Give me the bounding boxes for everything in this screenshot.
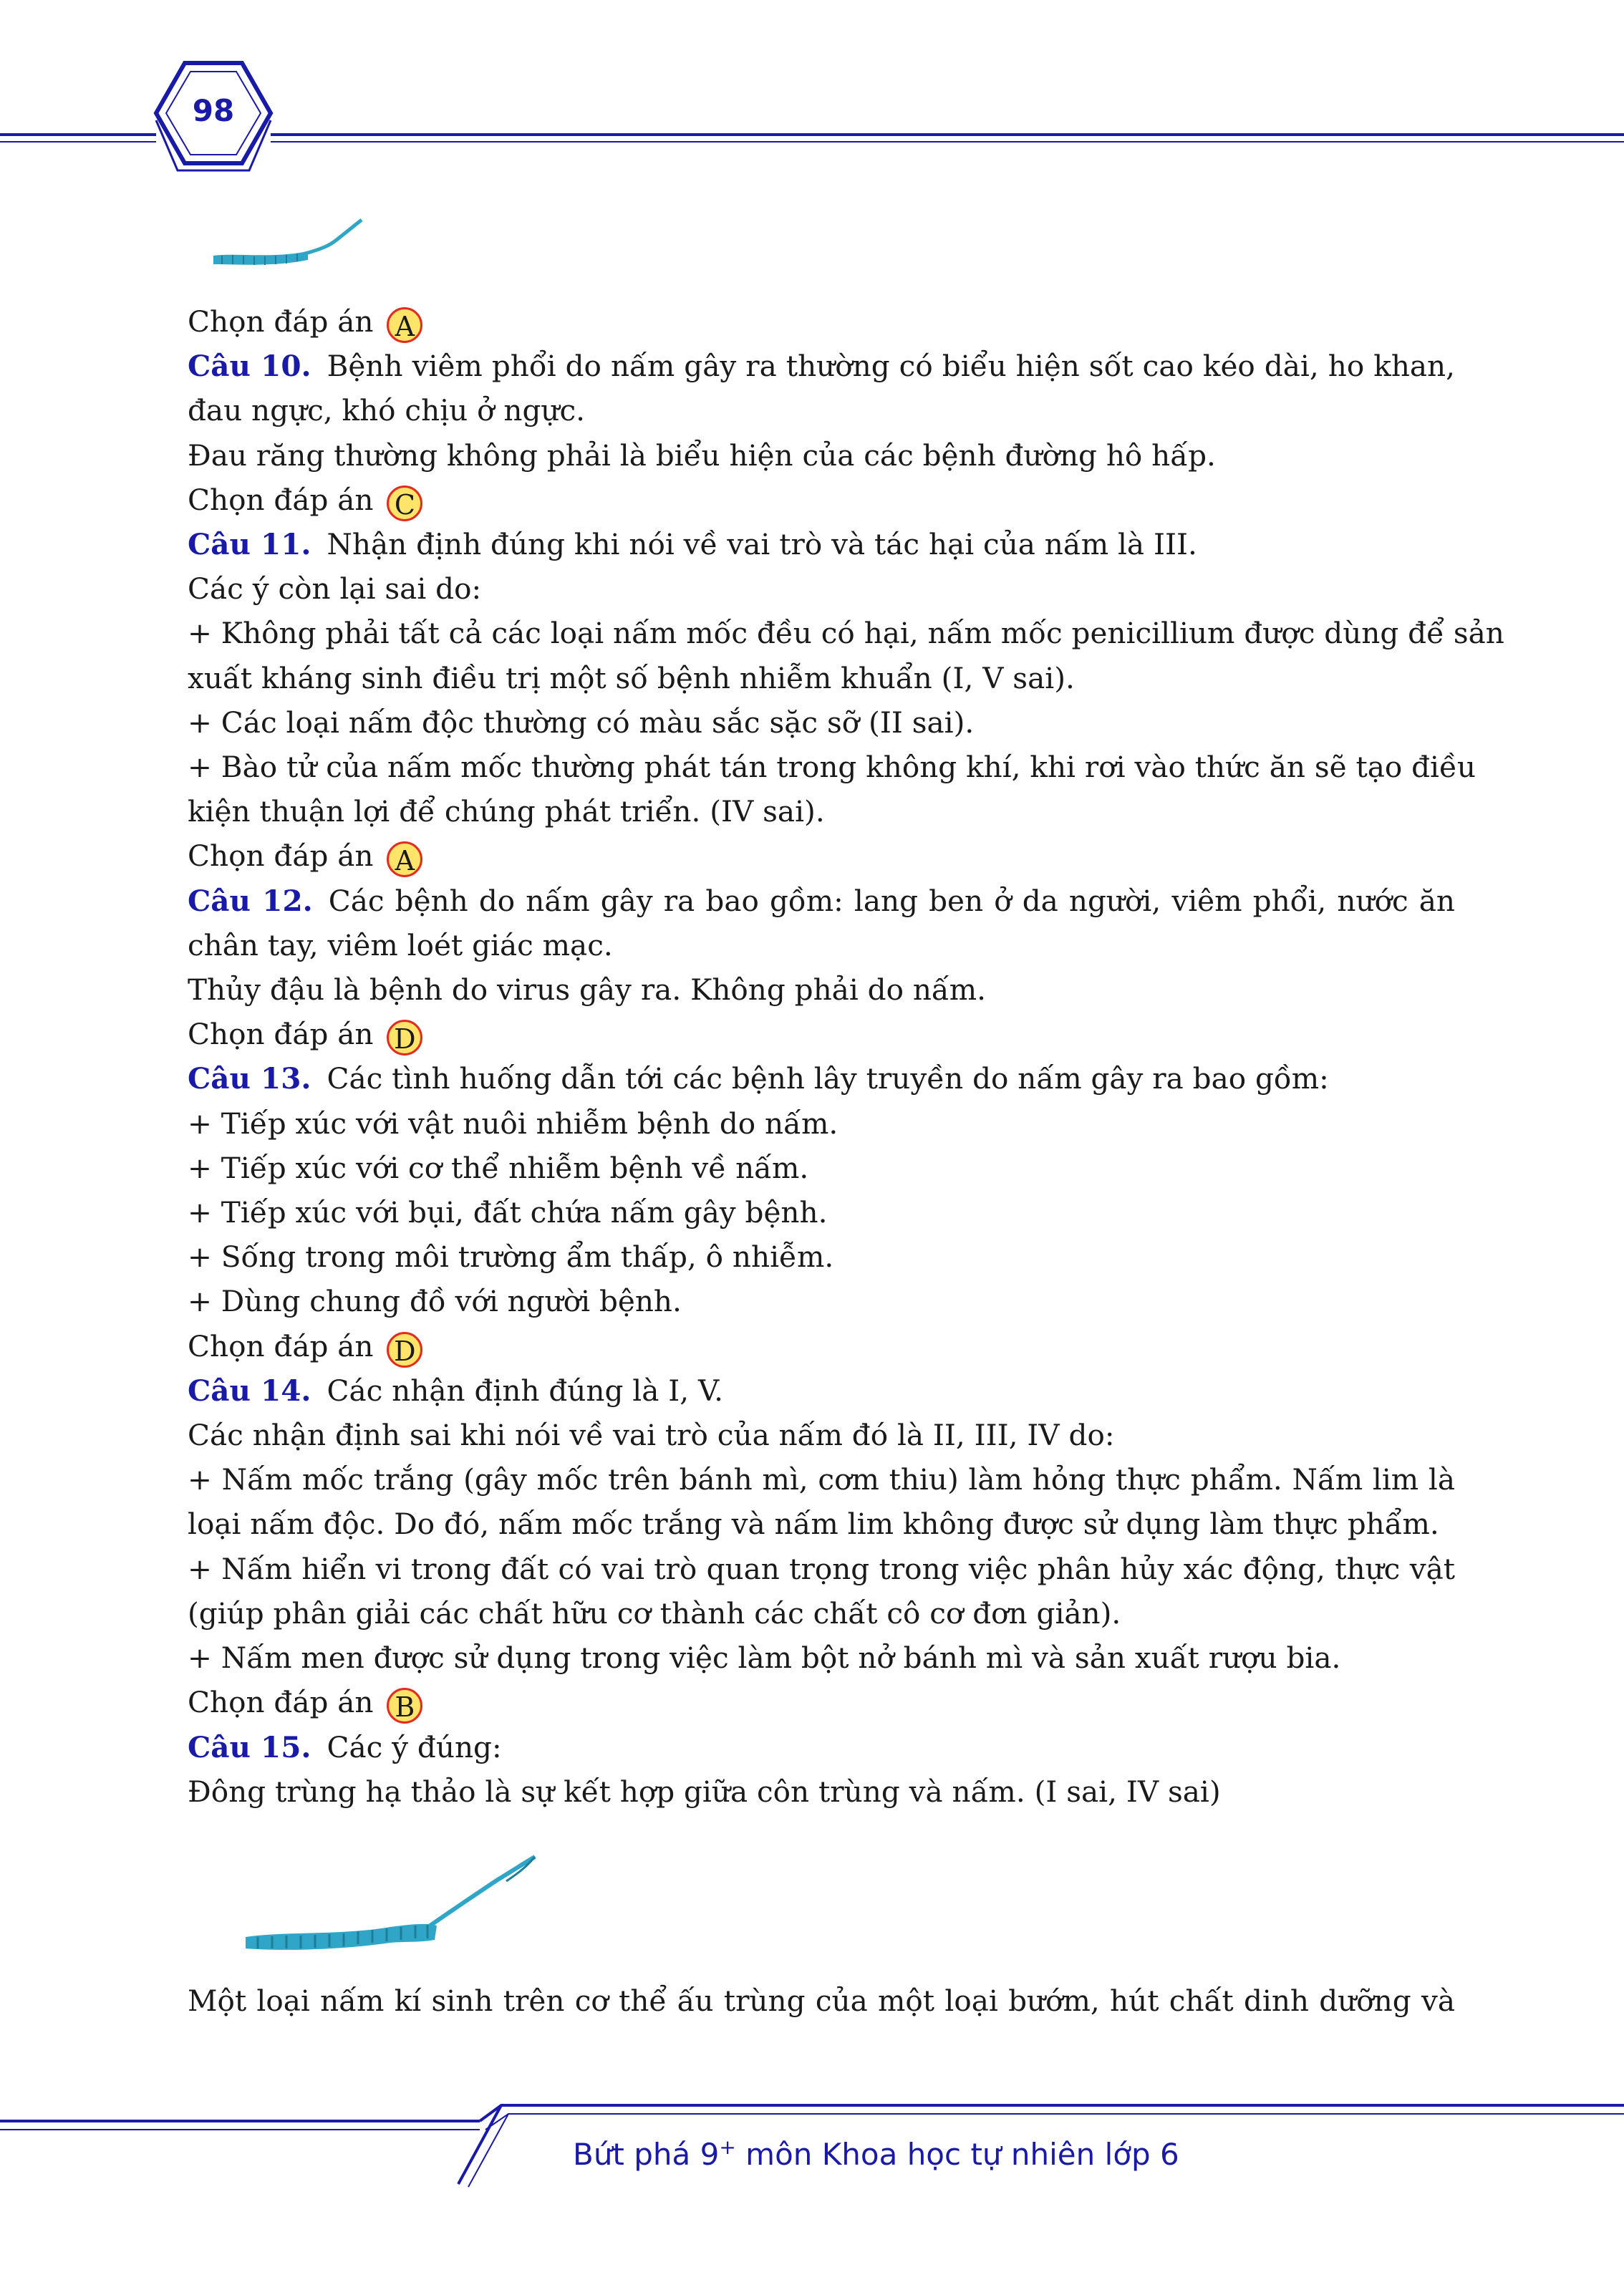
footer-title-part2: môn Khoa học tự nhiên lớp 6	[735, 2137, 1179, 2172]
q11-line-4: xuất kháng sinh điều trị một số bệnh nhiễm khuẩn (I, V sai).	[188, 660, 1075, 695]
answer-prefix: Chọn đáp án	[188, 1685, 374, 1720]
q11-line-6: + Bào tử của nấm mốc thường phát tán trong không khí, khi rơi vào thức ăn sẽ tạo điều	[188, 750, 1476, 785]
q11-line-5: + Các loại nấm độc thường có màu sắc sặc sỡ (II sai).	[188, 705, 975, 740]
q10-line-3: Đau răng thường không phải là biểu hiện của các bệnh đường hô hấp.	[188, 438, 1216, 473]
answer-prefix: Chọn đáp án	[188, 304, 374, 339]
cordyceps-image-top	[208, 211, 372, 276]
footer-title-part1: Bứt phá 9	[573, 2137, 720, 2172]
q15-line-1	[188, 1725, 1455, 1769]
answer-line-q13	[188, 1324, 1455, 1368]
answer-line-q11	[188, 834, 1455, 878]
answer-badge: A	[387, 307, 422, 343]
q14-line-1	[188, 1368, 1455, 1413]
q13-text: Các tình huống dẫn tới các bệnh lây truyền do nấm gây ra bao gồm:	[327, 1061, 1329, 1096]
q11-text: Nhận định đúng khi nói về vai trò và tác hại của nấm là III.	[327, 527, 1197, 562]
answer-prefix: Chọn đáp án	[188, 839, 374, 874]
q11-line-2: Các ý còn lại sai do:	[188, 571, 482, 607]
footer-book-title	[573, 2135, 1179, 2172]
q14-text: Các nhận định đúng là I, V.	[327, 1373, 724, 1408]
q13-line-5: + Sống trong môi trường ẩm thấp, ô nhiễm.	[188, 1240, 834, 1275]
answer-content	[188, 299, 1504, 2023]
question-number: Câu 11.	[188, 527, 311, 562]
q14-line-2: Các nhận định sai khi nói về vai trò của nấm đó là II, III, IV do:	[188, 1418, 1115, 1453]
q15-line-2: Đông trùng hạ thảo là sự kết hợp giữa côn trùng và nấm. (I sai, IV sai)	[188, 1774, 1221, 1809]
answer-badge: D	[387, 1020, 422, 1056]
answer-line-q12	[188, 1012, 1455, 1056]
page-number: 98	[192, 93, 235, 128]
q12-text: Các bệnh do nấm gây ra bao gồm: lang ben ở da người, viêm phổi, nước ăn	[328, 883, 1455, 918]
answer-badge: B	[387, 1688, 422, 1724]
answer-prefix: Chọn đáp án	[188, 482, 374, 517]
answer-line-q9	[188, 299, 1455, 344]
question-number: Câu 12.	[188, 883, 313, 918]
q10-line-1	[188, 344, 1455, 388]
footer-title-sup: +	[719, 2135, 736, 2159]
answer-badge: A	[387, 841, 422, 877]
q14-line-5: + Nấm hiển vi trong đất có vai trò quan trọng trong việc phân hủy xác động, thực vật	[188, 1551, 1455, 1586]
q12-line-3: Thủy đậu là bệnh do virus gây ra. Không phải do nấm.	[188, 972, 987, 1008]
answer-line-q10	[188, 478, 1455, 522]
q13-line-1	[188, 1056, 1455, 1101]
q11-line-7: kiện thuận lợi để chúng phát triển. (IV sai).	[188, 794, 825, 829]
cordyceps-image-bottom	[240, 1851, 548, 1958]
q12-line-2: chân tay, viêm loét giác mạc.	[188, 927, 613, 962]
answer-badge: D	[387, 1332, 422, 1368]
answer-prefix: Chọn đáp án	[188, 1017, 374, 1052]
q15-text: Các ý đúng:	[327, 1729, 502, 1764]
q13-line-3: + Tiếp xúc với cơ thể nhiễm bệnh về nấm.	[188, 1150, 809, 1185]
q10-text: Bệnh viêm phổi do nấm gây ra thường có biểu hiện sốt cao kéo dài, ho khan,	[327, 349, 1456, 384]
answer-badge: C	[387, 486, 422, 521]
q11-line-1	[188, 522, 1455, 566]
q10-line-2: đau ngực, khó chịu ở ngực.	[188, 393, 586, 428]
question-number: Câu 14.	[188, 1373, 311, 1408]
q14-line-6: (giúp phân giải các chất hữu cơ thành các chất cô cơ đơn giản).	[188, 1595, 1121, 1631]
question-number: Câu 10.	[188, 349, 311, 384]
question-number: Câu 13.	[188, 1061, 311, 1096]
answer-line-q14	[188, 1680, 1455, 1724]
q13-line-6: + Dùng chung đồ với người bệnh.	[188, 1284, 682, 1319]
q14-line-3: + Nấm mốc trắng (gây mốc trên bánh mì, cơm thiu) làm hỏng thực phẩm. Nấm lim là	[188, 1462, 1455, 1497]
question-number: Câu 15.	[188, 1729, 311, 1764]
q13-line-4: + Tiếp xúc với bụi, đất chứa nấm gây bệnh.	[188, 1195, 828, 1230]
answer-prefix: Chọn đáp án	[188, 1328, 374, 1363]
q11-line-3: + Không phải tất cả các loại nấm mốc đều có hại, nấm mốc penicillium được dùng để sản	[188, 616, 1504, 651]
q14-line-4: loại nấm độc. Do đó, nấm mốc trắng và nấm lim không được sử dụng làm thực phẩm.	[188, 1507, 1439, 1542]
q12-line-1	[188, 879, 1455, 923]
q13-line-2: + Tiếp xúc với vật nuôi nhiễm bệnh do nấm.	[188, 1106, 838, 1141]
q14-line-7: + Nấm men được sử dụng trong việc làm bột nở bánh mì và sản xuất rượu bia.	[188, 1641, 1341, 1676]
q15-line-3: Một loại nấm kí sinh trên cơ thể ấu trùng của một loại bướm, hút chất dinh dưỡng và	[188, 1983, 1455, 2018]
